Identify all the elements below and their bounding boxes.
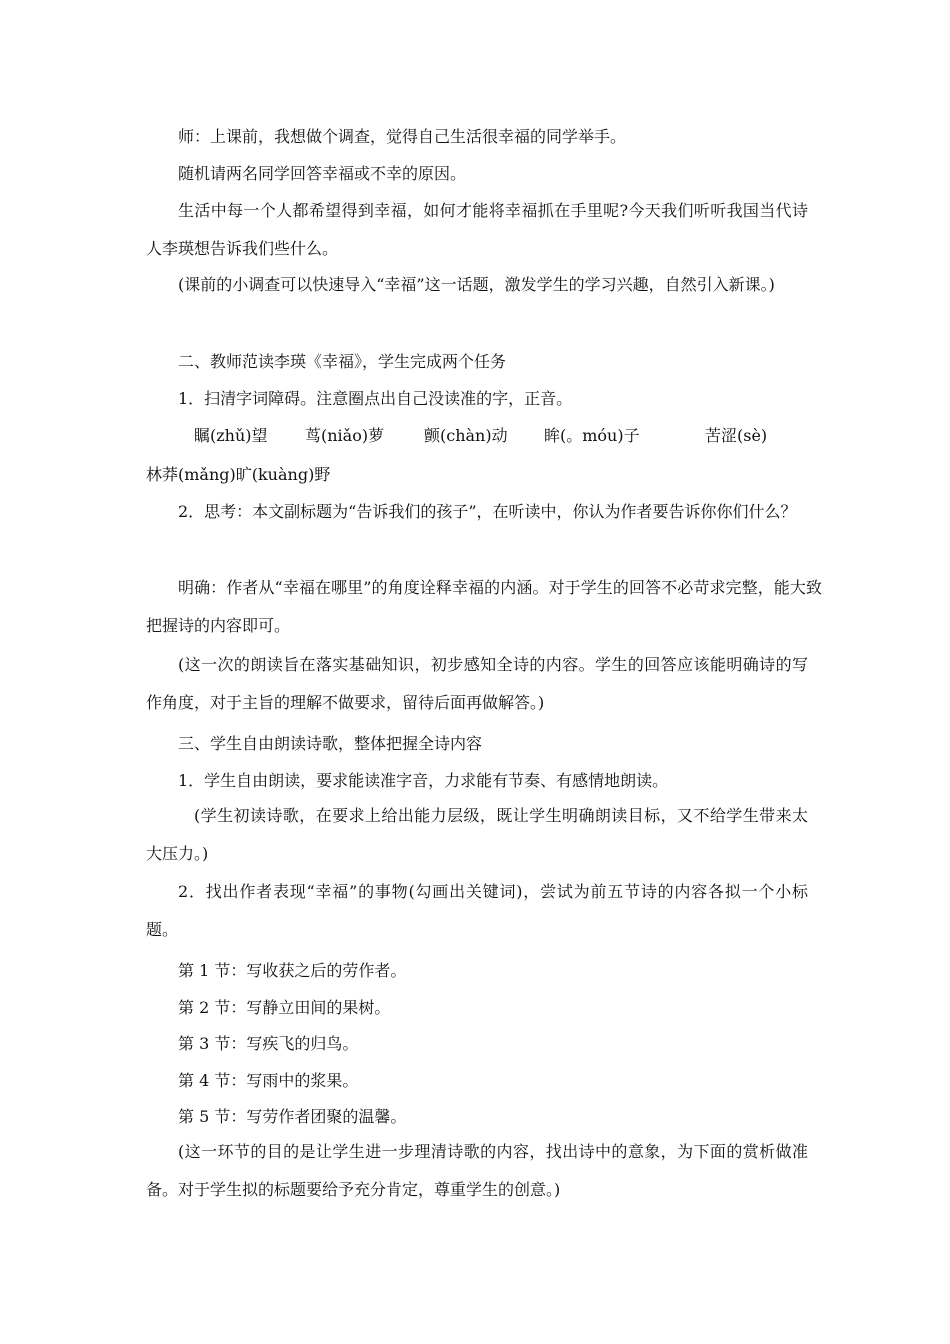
vocab-item: 颤(chàn)动 — [424, 426, 508, 445]
task-find-things: 2．找出作者表现“幸福”的事物(勾画出关键词)，尝试为前五节诗的内容各拟一个小标题。 — [146, 882, 808, 939]
paragraph-random-students: 随机请两名同学回答幸福或不幸的原因。 — [178, 164, 467, 183]
paragraph-first-reading-note: (学生初读诗歌，在要求上给出能力层级，既让学生明确朗读目标，又不给学生带来太大压力。) — [146, 806, 808, 863]
stanza-title-3: 第 3 节：写疾飞的归鸟。 — [178, 1034, 359, 1053]
task-free-reading: 1．学生自由朗读，要求能读准字音，力求能有节奏、有感情地朗读。 — [178, 771, 669, 790]
vocab-item: 茑(niǎo)萝 — [305, 426, 385, 445]
vocab-item: 苦涩(sè) — [705, 426, 768, 445]
paragraph-survey-note: (课前的小调查可以快速导入“幸福”这一话题，激发学生的学习兴趣，自然引入新课。) — [178, 275, 775, 294]
stanza-title-4: 第 4 节：写雨中的浆果。 — [178, 1071, 359, 1090]
task-one: 1．扫清字词障碍。注意圈点出自己没读准的字，正音。 — [178, 389, 573, 408]
section-heading-three: 三、学生自由朗读诗歌，整体把握全诗内容 — [178, 734, 483, 753]
vocab-item: 眸(。móu)子 — [544, 426, 640, 445]
task-two-question: 2．思考：本文副标题为“告诉我们的孩子”，在听读中，你认为作者要告诉你你们什么？ — [178, 502, 797, 521]
paragraph-reading-note: (这一次的朗读旨在落实基础知识，初步感知全诗的内容。学生的回答应该能明确诗的写作角度，对于主旨的理解不做要求，留待后面再做解答。) — [146, 655, 808, 712]
paragraph-intro-question: 生活中每一个人都希望得到幸福，如何才能将幸福抓在手里呢?今天我们听听我国当代诗人李瑛想告诉我们些什么。 — [146, 201, 808, 258]
vocab-item: 林莽(mǎng)旷(kuàng)野 — [146, 465, 331, 484]
paragraph-clarification: 明确：作者从“幸福在哪里”的角度诠释幸福的内涵。对于学生的回答不必苛求完整，能大致把握诗的内容即可。 — [146, 578, 822, 635]
vocab-item: 瞩(zhǔ)望 — [194, 426, 268, 445]
section-heading-two: 二、教师范读李瑛《幸福》，学生完成两个任务 — [178, 352, 507, 371]
paragraph-section-purpose-note: (这一环节的目的是让学生进一步理清诗歌的内容，找出诗中的意象，为下面的赏析做准备。对于学生拟的标题要给予充分肯定，尊重学生的创意。) — [146, 1142, 808, 1199]
paragraph-teacher-survey: 师：上课前，我想做个调查，觉得自己生活很幸福的同学举手。 — [178, 127, 627, 146]
stanza-title-5: 第 5 节：写劳作者团聚的温馨。 — [178, 1107, 407, 1126]
stanza-title-1: 第 1 节：写收获之后的劳作者。 — [178, 961, 407, 980]
stanza-title-2: 第 2 节：写静立田间的果树。 — [178, 998, 391, 1017]
